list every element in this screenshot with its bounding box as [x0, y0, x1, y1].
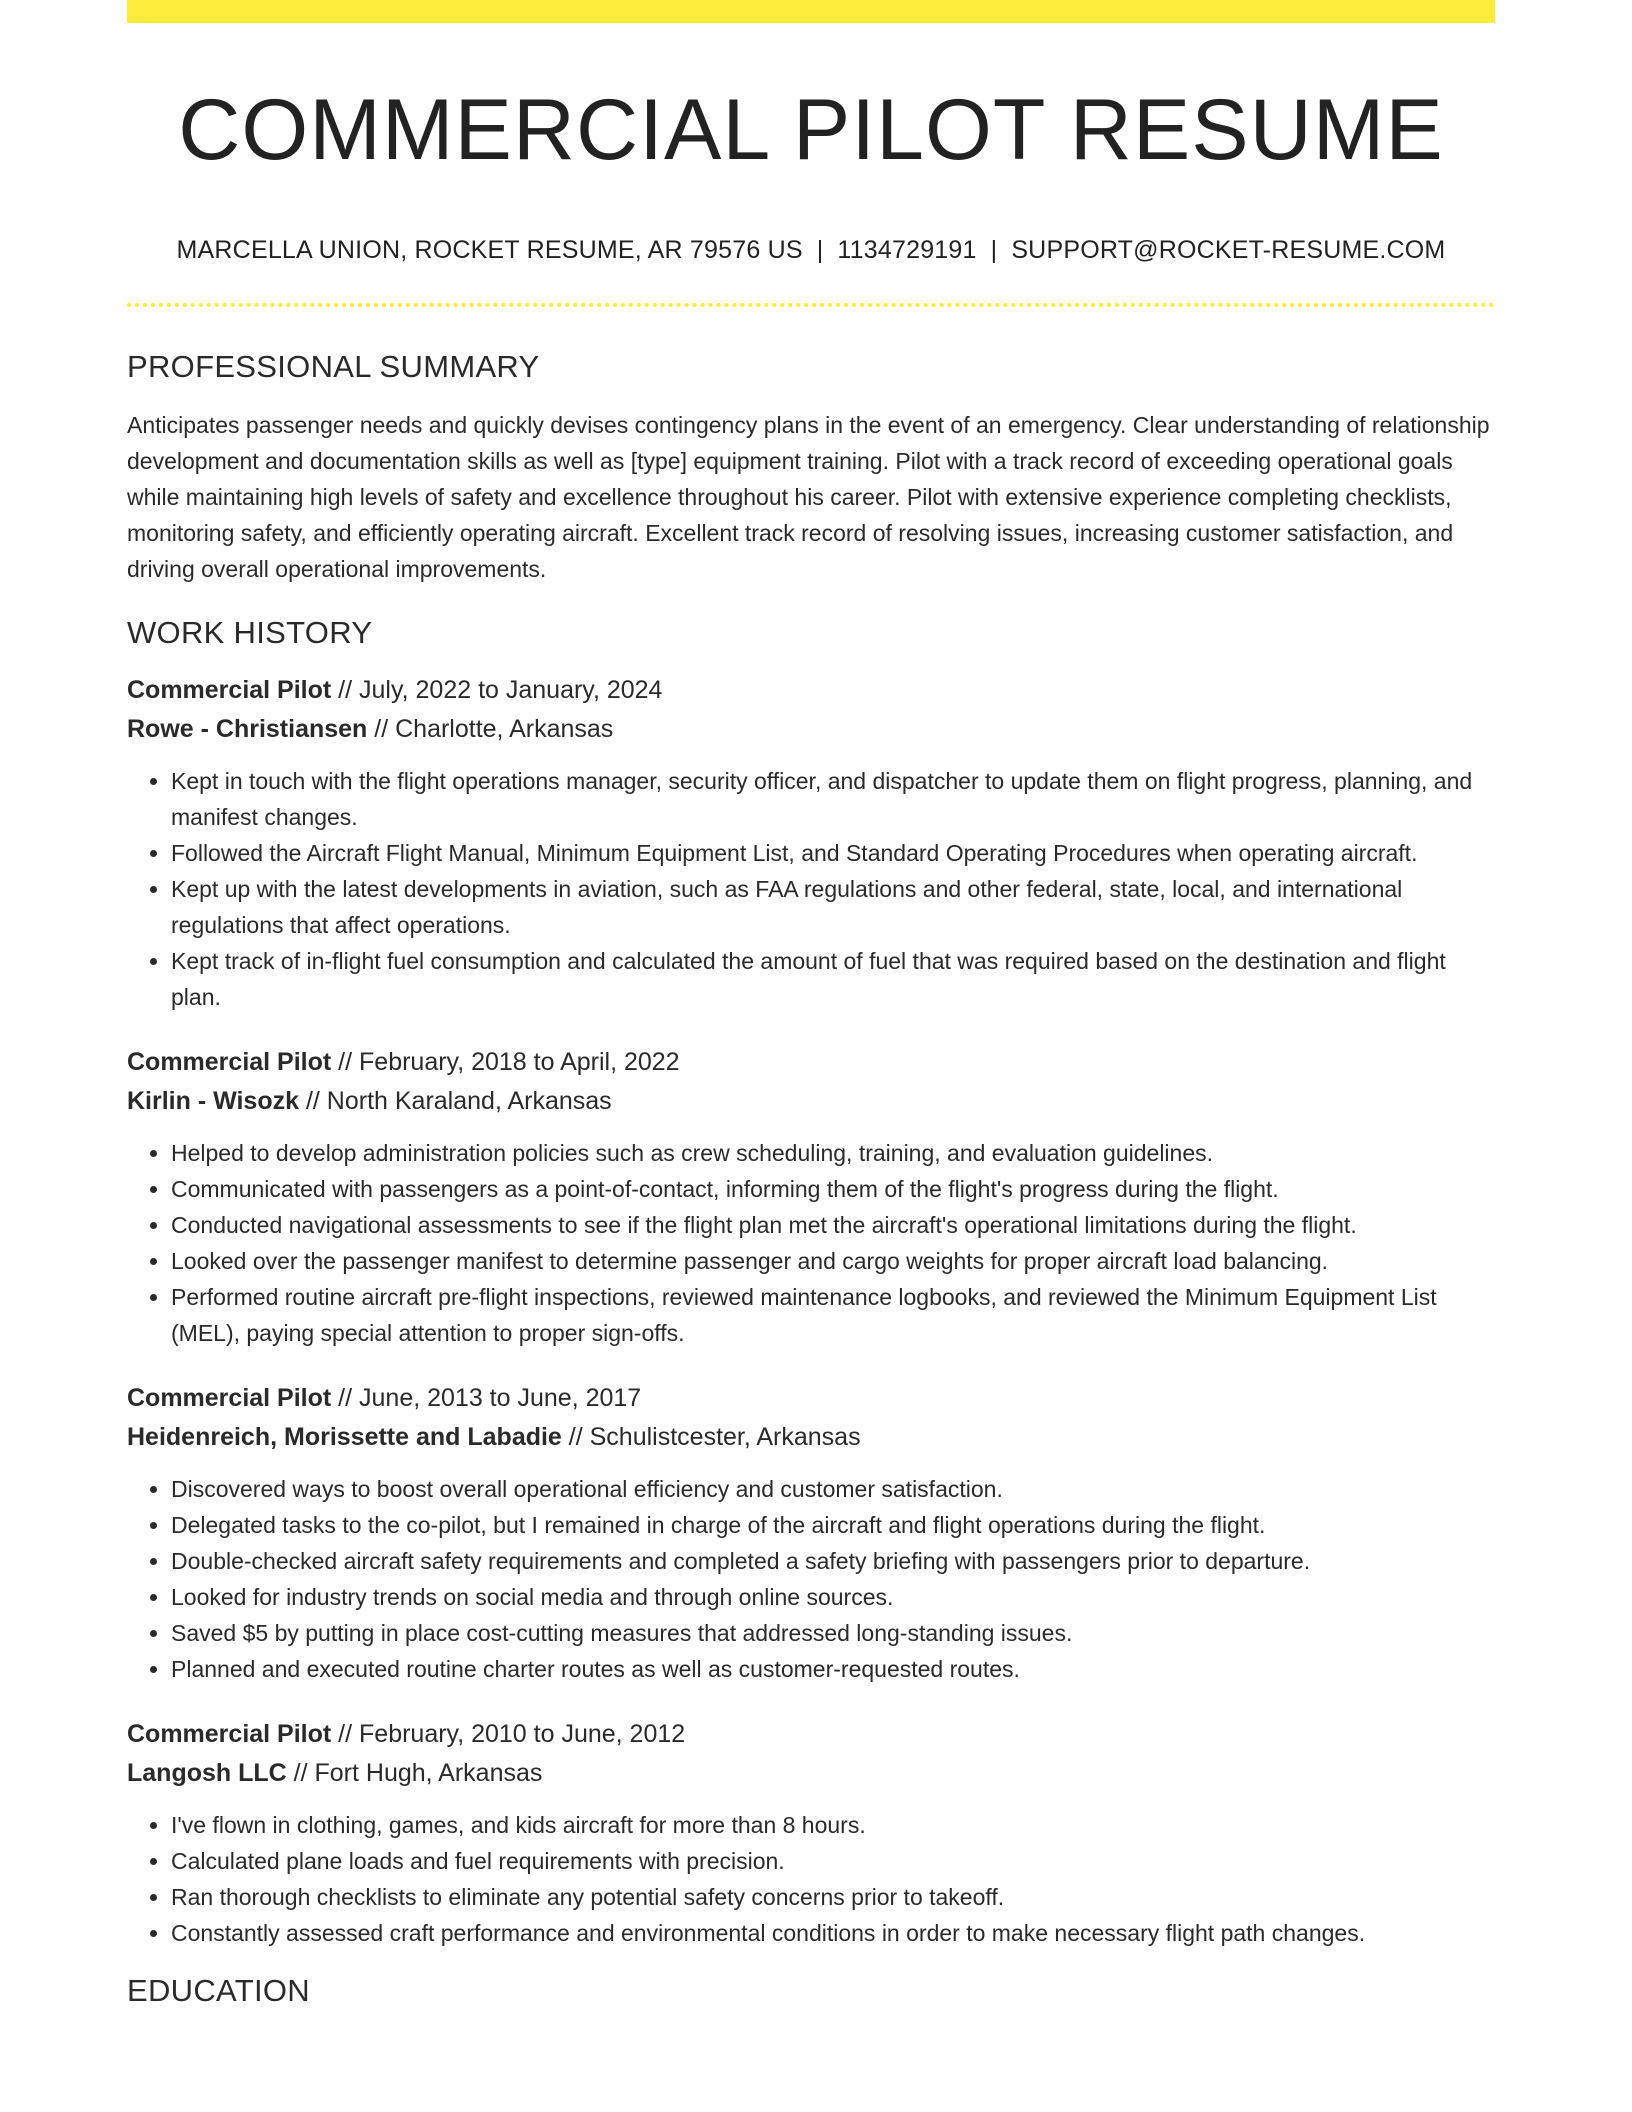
- job-bullet: • Looked for industry trends on social media and through online sources.: [171, 1579, 1495, 1615]
- job-entry: [127, 1379, 1495, 1687]
- top-accent-bar: [127, 0, 1495, 23]
- job-company-line: [127, 1418, 1495, 1457]
- education-heading: EDUCATION: [127, 1972, 310, 2008]
- job-bullet: • Conducted navigational assessments to see if the flight plan met the aircraft's operational limitations during the flight.: [171, 1207, 1495, 1243]
- job-title-line: [127, 1043, 1495, 1082]
- job-bullet: • Double-checked aircraft safety requirements and completed a safety briefing with passengers prior to departure.: [171, 1543, 1495, 1579]
- contact-phone: 1134729191: [837, 235, 977, 264]
- job-bullet: • Helped to develop administration policies such as crew scheduling, training, and evaluation guidelines.: [171, 1135, 1495, 1171]
- job-title-line: [127, 671, 1495, 710]
- job-bullet: • I've flown in clothing, games, and kids aircraft for more than 8 hours.: [171, 1807, 1495, 1843]
- job-title: Commercial Pilot: [127, 1047, 332, 1076]
- job-entry: [127, 1043, 1495, 1351]
- resume-title: COMMERCIAL PILOT RESUME: [178, 82, 1444, 178]
- job-title-line: [127, 1379, 1495, 1418]
- job-bullets: [127, 1807, 1495, 1951]
- contact-separator: |: [990, 235, 998, 264]
- job-company: Rowe - Christiansen: [127, 714, 368, 743]
- job-bullet: • Saved $5 by putting in place cost-cutting measures that addressed long-standing issues.: [171, 1615, 1495, 1651]
- contact-line: [127, 236, 1495, 265]
- job-title: Commercial Pilot: [127, 1719, 332, 1748]
- job-company: Kirlin - Wisozk: [127, 1086, 300, 1115]
- job-bullet: • Looked over the passenger manifest to determine passenger and cargo weights for proper aircraft load balancing.: [171, 1243, 1495, 1279]
- job-title-line: [127, 1715, 1495, 1754]
- job-dates: // February, 2010 to June, 2012: [331, 1719, 686, 1748]
- job-bullet: • Discovered ways to boost overall operational efficiency and customer satisfaction.: [171, 1471, 1495, 1507]
- job-bullet: • Performed routine aircraft pre-flight inspections, reviewed maintenance logbooks, and reviewed the Minimum Equipment List (MEL), paying special attention to proper sign-offs.: [171, 1279, 1495, 1351]
- job-entry: [127, 1715, 1495, 1951]
- job-title: Commercial Pilot: [127, 1383, 332, 1412]
- job-bullet: • Followed the Aircraft Flight Manual, Minimum Equipment List, and Standard Operating Procedures when operating aircraft.: [171, 835, 1495, 871]
- job-company-line: [127, 1082, 1495, 1121]
- job-bullets: [127, 1135, 1495, 1351]
- job-bullet: • Planned and executed routine charter routes as well as customer-requested routes.: [171, 1651, 1495, 1687]
- job-location: // Schulistcester, Arkansas: [561, 1422, 861, 1451]
- job-bullet: • Calculated plane loads and fuel requirements with precision.: [171, 1843, 1495, 1879]
- job-bullets: [127, 1471, 1495, 1687]
- job-dates: // June, 2013 to June, 2017: [331, 1383, 642, 1412]
- job-company-line: [127, 710, 1495, 749]
- header-divider: [127, 303, 1495, 307]
- resume-page: [127, 0, 1495, 2009]
- job-location: // Charlotte, Arkansas: [367, 714, 614, 743]
- job-bullet: • Kept in touch with the flight operations manager, security officer, and dispatcher to update them on flight progress, planning, and manifest changes.: [171, 763, 1495, 835]
- summary-heading: PROFESSIONAL SUMMARY: [127, 348, 540, 384]
- job-bullet: • Kept track of in-flight fuel consumption and calculated the amount of fuel that was required based on the destination and flight plan.: [171, 943, 1495, 1015]
- job-title: Commercial Pilot: [127, 675, 332, 704]
- job-bullet: • Ran thorough checklists to eliminate any potential safety concerns prior to takeoff.: [171, 1879, 1495, 1915]
- job-location: // North Karaland, Arkansas: [299, 1086, 612, 1115]
- contact-address: MARCELLA UNION, ROCKET RESUME, AR 79576 US: [176, 235, 803, 264]
- job-dates: // July, 2022 to January, 2024: [331, 675, 663, 704]
- contact-email: SUPPORT@ROCKET-RESUME.COM: [1011, 235, 1446, 264]
- job-company: Langosh LLC: [127, 1758, 287, 1787]
- summary-text: Anticipates passenger needs and quickly devises contingency plans in the event of an emergency. Clear understanding of relationship development and documentation skills as well as [type] equipment training. Pilot with a track record of exceeding operational goals while maintaining high levels of safety and excellence throughout his career. Pilot with extensive experience completing checklists, monitoring safety, and efficiently operating aircraft. Excellent track record of resolving issues, increasing customer satisfaction, and driving overall operational improvements.: [127, 411, 1490, 582]
- job-bullets: [127, 763, 1495, 1015]
- job-entry: [127, 671, 1495, 1015]
- job-bullet: • Delegated tasks to the co-pilot, but I remained in charge of the aircraft and flight operations during the flight.: [171, 1507, 1495, 1543]
- job-company-line: [127, 1754, 1495, 1793]
- job-bullet: • Kept up with the latest developments in aviation, such as FAA regulations and other federal, state, local, and international regulations that affect operations.: [171, 871, 1495, 943]
- contact-separator: |: [816, 235, 824, 264]
- job-bullet: • Constantly assessed craft performance and environmental conditions in order to make necessary flight path changes.: [171, 1915, 1495, 1951]
- work-history-heading: WORK HISTORY: [127, 614, 373, 650]
- job-dates: // February, 2018 to April, 2022: [331, 1047, 680, 1076]
- job-bullet: • Communicated with passengers as a point-of-contact, informing them of the flight's progress during the flight.: [171, 1171, 1495, 1207]
- job-company: Heidenreich, Morissette and Labadie: [127, 1422, 562, 1451]
- job-location: // Fort Hugh, Arkansas: [286, 1758, 543, 1787]
